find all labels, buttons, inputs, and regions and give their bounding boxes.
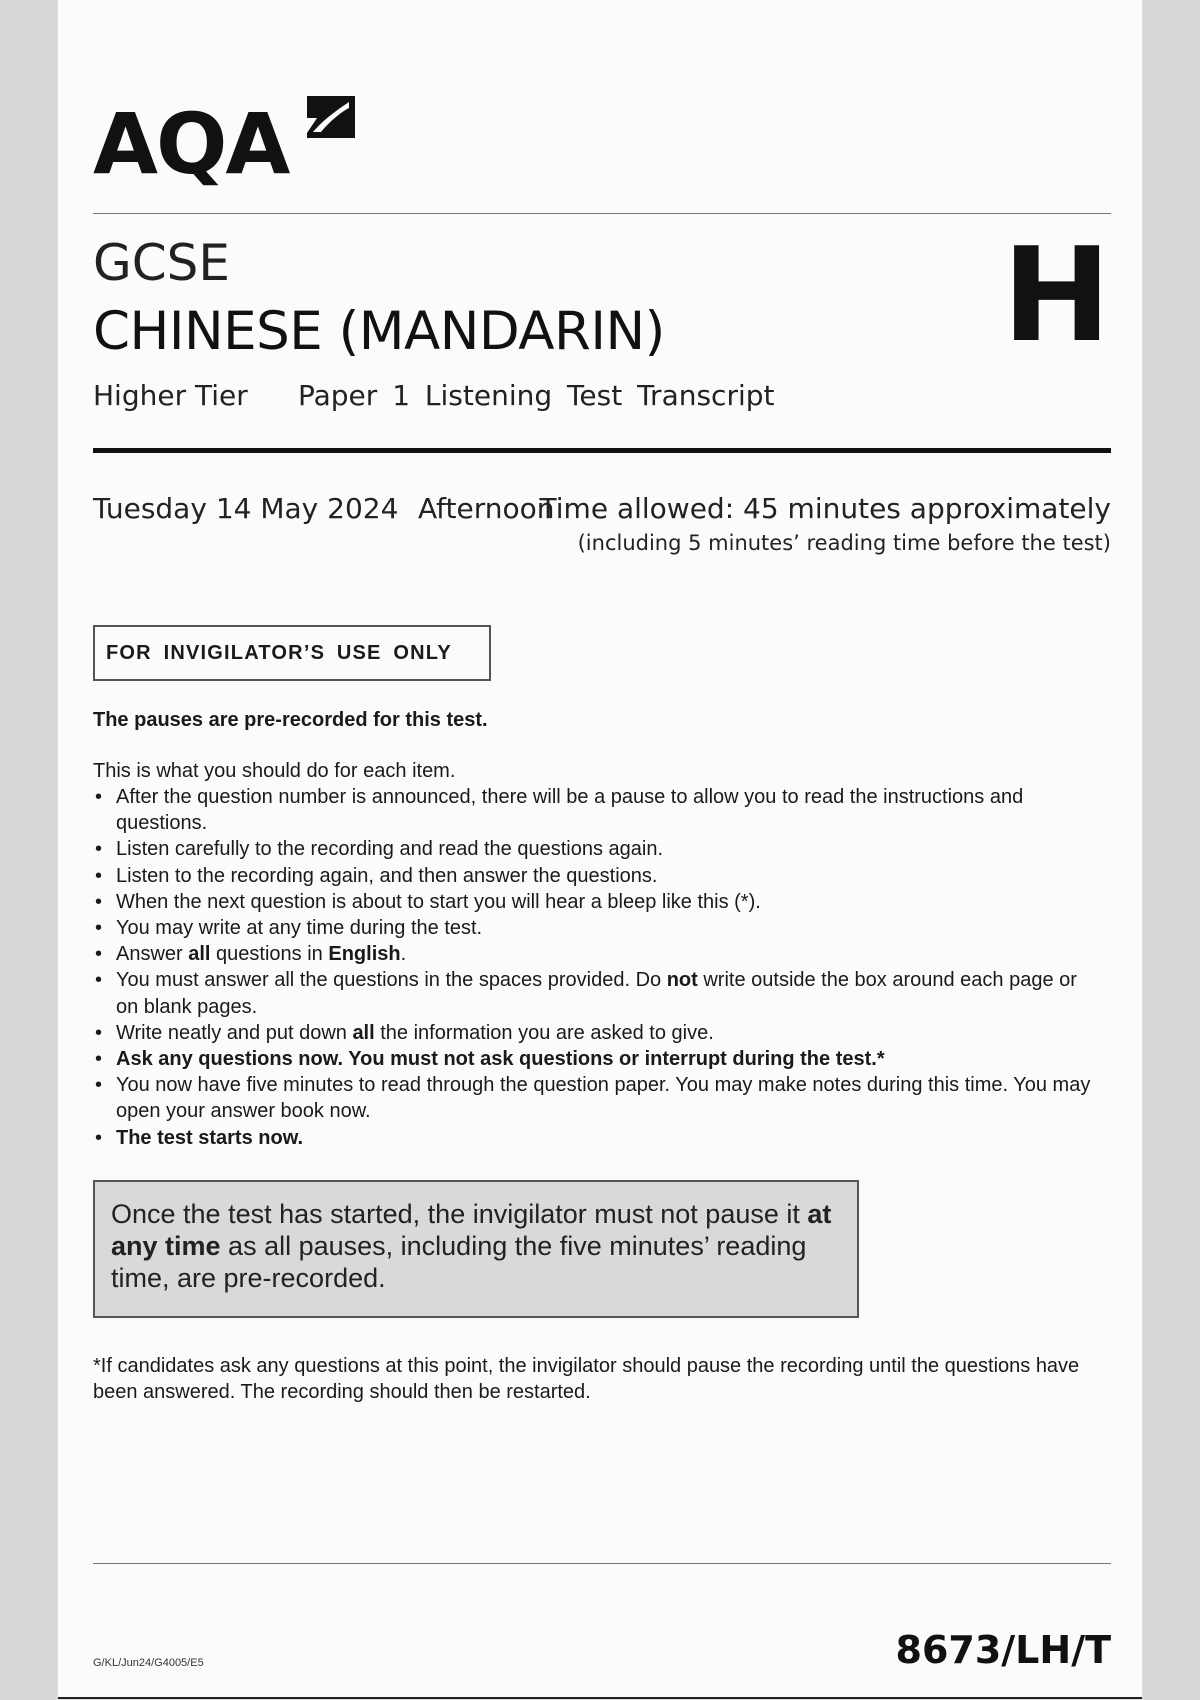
invigilator-warning-box: Once the test has started, the invigilator must not pause it at any time as all pauses, including the five minutes’ reading time, are pre-recorded. — [93, 1180, 859, 1318]
instruction-item: • Listen to the recording again, and then answer the questions. — [93, 863, 1093, 889]
time-allowed-note: (including 5 minutes’ reading time before the test) — [577, 531, 1111, 555]
tier-letter: H — [1002, 219, 1111, 371]
qualification-title: GCSE — [93, 234, 230, 292]
footnote: *If candidates ask any questions at this point, the invigilator should pause the recording until the questions have been answered. The recording should then be restarted. — [93, 1355, 1080, 1403]
aqa-logo — [93, 88, 393, 193]
instruction-item: • The test starts now. — [93, 1125, 1093, 1151]
exam-session: Afternoon — [418, 492, 555, 525]
instruction-item: • You may write at any time during the test. — [93, 915, 1093, 941]
footer-divider — [93, 1563, 1111, 1564]
instruction-item: • After the question number is announced, there will be a pause to allow you to read the instructions and questions. — [93, 784, 1093, 836]
aqa-logo-text: AQA — [93, 95, 289, 193]
instruction-item: • Write neatly and put down all the information you are asked to give. — [93, 1020, 1093, 1046]
instructions-intro: This is what you should do for each item. — [93, 760, 456, 782]
invigilator-use-label: FOR INVIGILATOR’S USE ONLY — [106, 641, 452, 664]
instruction-item: • Answer all questions in English. — [93, 941, 1093, 967]
title-divider — [93, 448, 1111, 453]
paper-label: Paper 1 Listening Test Transcript — [298, 379, 775, 412]
instruction-item: • When the next question is about to start you will hear a bleep like this (*). — [93, 889, 1093, 915]
document-code: G/KL/Jun24/G4005/E5 — [93, 1657, 204, 1669]
aqa-logo-mark-icon — [301, 92, 361, 144]
instruction-item: • Listen carefully to the recording and read the questions again. — [93, 836, 1093, 862]
instructions-list — [93, 784, 1093, 1151]
time-allowed: Time allowed: 45 minutes approximately — [539, 492, 1111, 525]
invigilator-use-box — [93, 625, 491, 681]
instruction-item: • You must answer all the questions in the spaces provided. Do not write outside the box around each page or on blank pages. — [93, 967, 1093, 1019]
subject-title: CHINESE (MANDARIN) — [93, 301, 665, 362]
exam-date: Tuesday 14 May 2024 — [93, 492, 399, 525]
instruction-item: • Ask any questions now. You must not ask questions or interrupt during the test.* — [93, 1046, 1093, 1072]
paper-code: 8673/LH/T — [895, 1628, 1111, 1672]
exam-cover-page — [58, 0, 1142, 1699]
pauses-note: The pauses are pre-recorded for this test. — [93, 709, 488, 731]
tier-label: Higher Tier — [93, 379, 248, 412]
instruction-item: • You now have five minutes to read through the question paper. You may make notes during this time. You may open your answer book now. — [93, 1072, 1093, 1124]
header-divider — [93, 213, 1111, 214]
